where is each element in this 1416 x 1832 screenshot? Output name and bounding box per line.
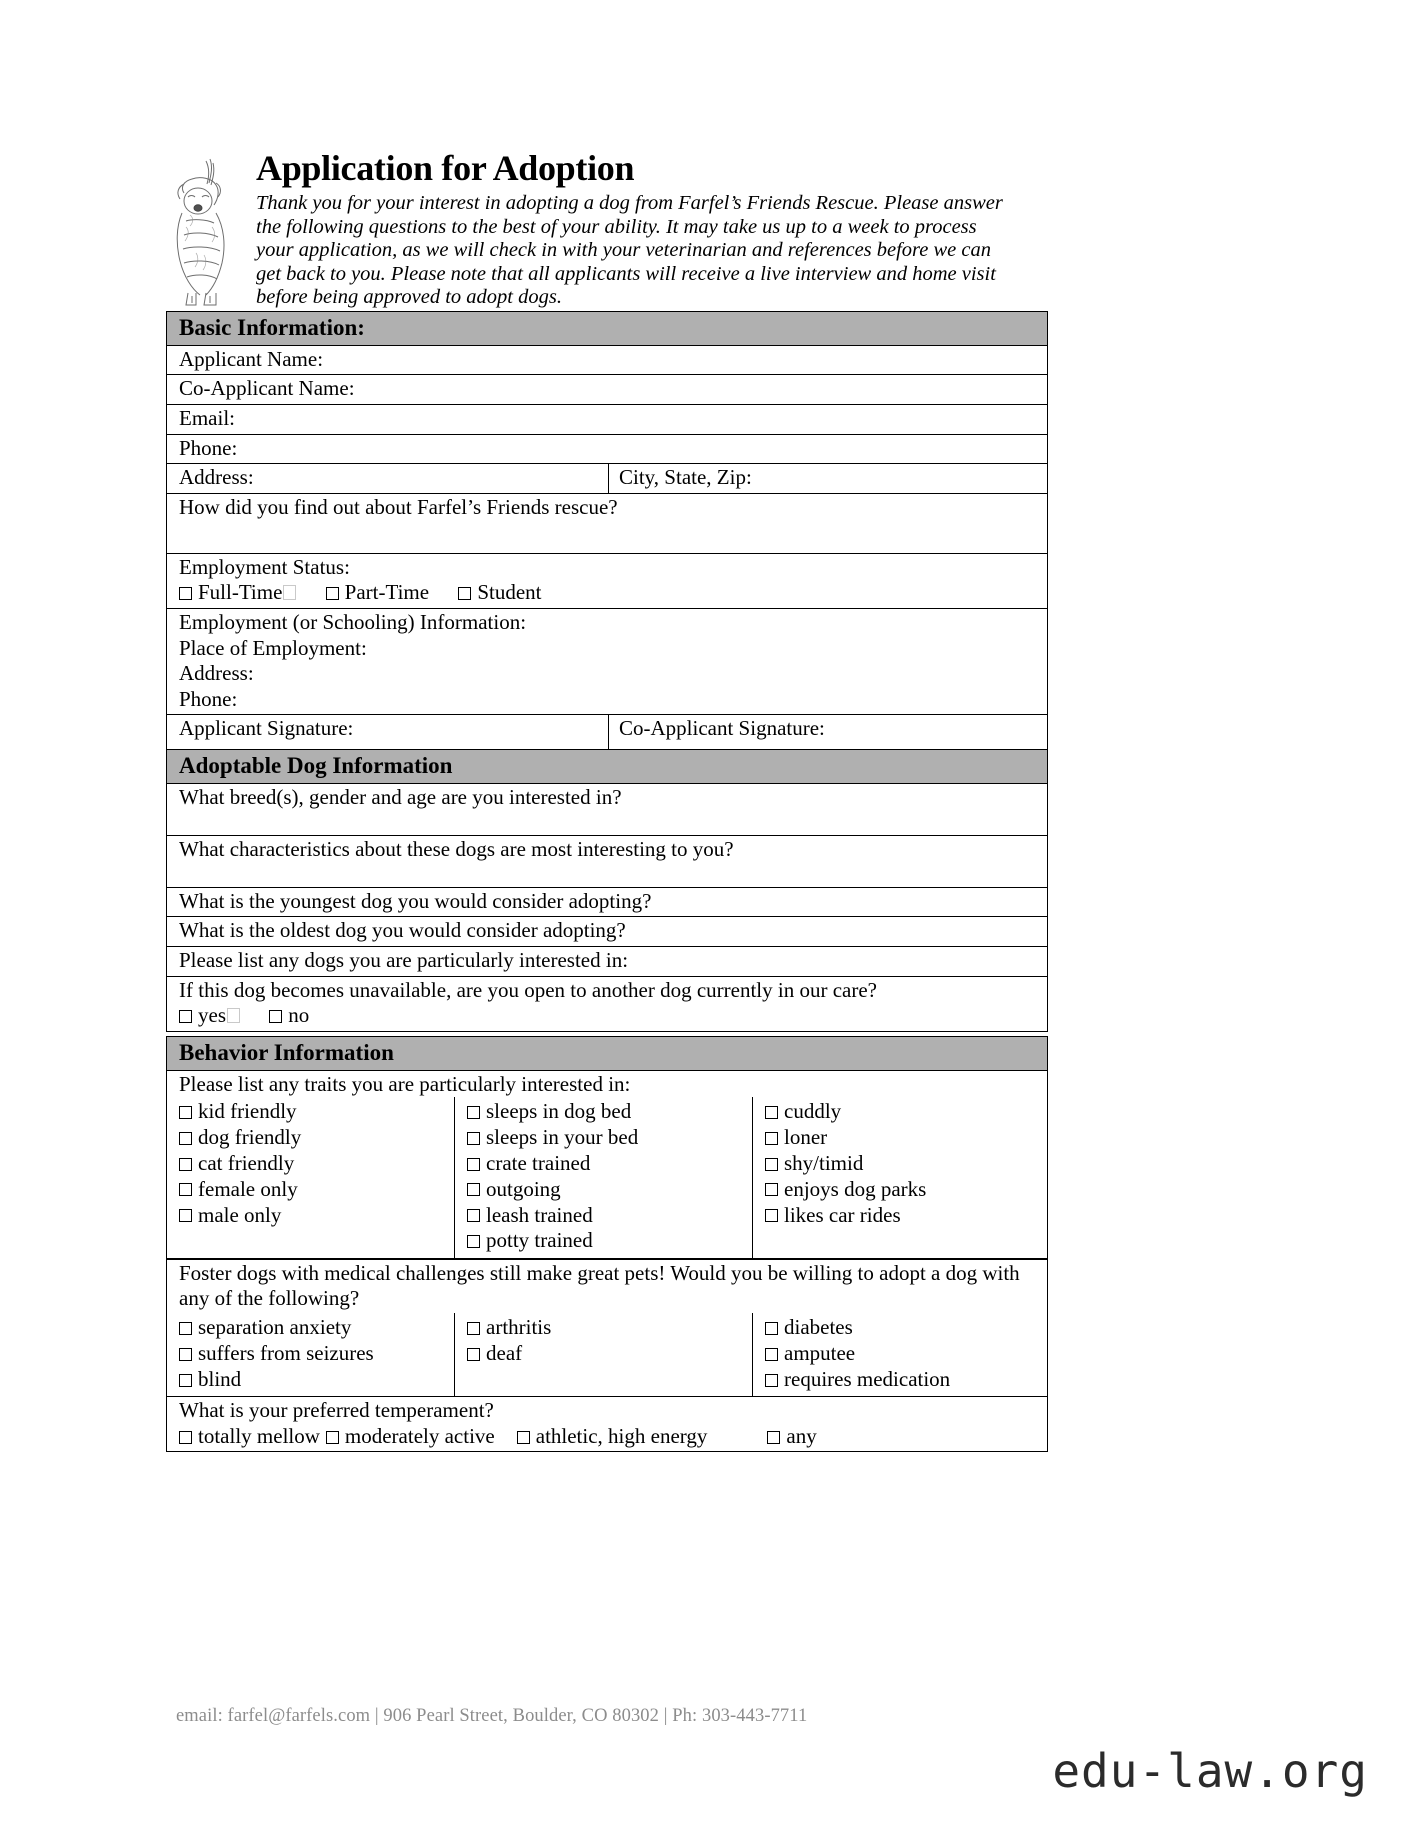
- field-label: Co-Applicant Name:: [179, 376, 355, 401]
- field-employer-phone: Phone:: [179, 686, 238, 711]
- checkbox-icon[interactable]: [467, 1348, 480, 1361]
- checkbox-option-dog-friendly[interactable]: [179, 1125, 454, 1151]
- medical-column-3: [753, 1313, 1047, 1396]
- field-label: What breed(s), gender and age are you interested in?: [179, 784, 622, 809]
- option-label: likes car rides: [784, 1202, 901, 1227]
- checkbox-icon[interactable]: [767, 1431, 780, 1444]
- option-label: cuddly: [784, 1099, 842, 1124]
- option-label: suffers from seizures: [198, 1341, 374, 1366]
- checkbox-icon[interactable]: [179, 1158, 192, 1171]
- header-text-block: [256, 150, 1056, 310]
- checkbox-icon[interactable]: [765, 1158, 778, 1171]
- field-email[interactable]: [167, 405, 1047, 435]
- option-label: potty trained: [486, 1228, 593, 1253]
- checkbox-option-moderately-active[interactable]: [326, 1424, 495, 1450]
- option-label: kid friendly: [198, 1099, 297, 1124]
- option-label: athletic, high energy: [535, 1423, 708, 1448]
- field-label: What is the youngest dog you would consider adopting?: [179, 888, 652, 913]
- intro-paragraph: Thank you for your interest in adopting a dog from Farfel’s Friends Rescue. Please answer the following questions to the best of your ability. It may take us up to a week to process your application, as we will check in with your veterinarian and references before we can get back to you. Please note that all applicants will receive a live interview and home visit before being approved to adopt dogs.: [256, 192, 1003, 309]
- option-label: any: [786, 1423, 817, 1448]
- field-label: Co-Applicant Signature:: [619, 716, 825, 741]
- checkbox-icon[interactable]: [179, 587, 192, 600]
- field-youngest-dog[interactable]: [167, 888, 1047, 918]
- field-applicant-name[interactable]: [167, 346, 1047, 376]
- temperament-label: What is your preferred temperament?: [179, 1398, 494, 1423]
- checkbox-option-diabetes[interactable]: [765, 1315, 1047, 1341]
- option-label: male only: [198, 1202, 282, 1227]
- option-label: shy/timid: [784, 1150, 864, 1175]
- checkbox-icon[interactable]: [765, 1183, 778, 1196]
- checkbox-option-athletic-high-energy[interactable]: [517, 1424, 708, 1450]
- checkbox-option-leash-trained[interactable]: [467, 1202, 752, 1228]
- checkbox-option-kid-friendly[interactable]: [179, 1099, 454, 1125]
- option-label: no: [288, 1003, 310, 1028]
- employment-status-label: Employment Status:: [179, 554, 350, 579]
- option-label: yes: [198, 1003, 226, 1028]
- medical-column-1: [167, 1313, 455, 1396]
- field-oldest-dog[interactable]: [167, 917, 1047, 947]
- medical-column-2: [455, 1313, 753, 1396]
- checkbox-option-female-only[interactable]: [179, 1176, 454, 1202]
- option-label: Student: [477, 580, 542, 605]
- checkbox-icon[interactable]: [179, 1348, 192, 1361]
- field-label: How did you find out about Farfel’s Friends rescue?: [179, 494, 618, 519]
- checkbox-icon[interactable]: [467, 1132, 480, 1145]
- checkbox-option-deaf[interactable]: [467, 1341, 752, 1367]
- checkbox-icon[interactable]: [179, 1209, 192, 1222]
- option-label: cat friendly: [198, 1150, 295, 1175]
- option-label: totally mellow: [198, 1423, 320, 1448]
- checkbox-icon[interactable]: [179, 1431, 192, 1444]
- checkbox-option-full-time[interactable]: [179, 580, 296, 606]
- option-label: sleeps in dog bed: [486, 1099, 632, 1124]
- option-label: arthritis: [486, 1315, 552, 1340]
- field-label: Phone:: [179, 435, 238, 460]
- adoptable-dog-information-section: [166, 749, 1048, 1032]
- option-label: diabetes: [784, 1315, 853, 1340]
- checkbox-icon[interactable]: [458, 587, 471, 600]
- checkbox-option-separation-anxiety[interactable]: [179, 1315, 454, 1341]
- checkbox-icon[interactable]: [765, 1106, 778, 1119]
- checkbox-ghost-icon: [283, 585, 296, 600]
- checkbox-icon[interactable]: [467, 1158, 480, 1171]
- employment-status-options: [179, 580, 1047, 606]
- option-label: Full-Time: [198, 580, 283, 605]
- checkbox-option-no[interactable]: [269, 1003, 309, 1029]
- option-label: deaf: [486, 1341, 523, 1366]
- field-label: Applicant Name:: [179, 346, 324, 371]
- option-label: outgoing: [486, 1176, 561, 1201]
- checkbox-option-sleeps-in-your-bed[interactable]: [467, 1125, 752, 1151]
- field-label: Applicant Signature:: [179, 716, 354, 741]
- checkbox-ghost-icon: [227, 1008, 240, 1023]
- shaggy-dog-illustration-icon: [166, 153, 248, 313]
- checkbox-option-likes-car-rides[interactable]: [765, 1202, 1047, 1228]
- employment-status-row: [167, 554, 1047, 609]
- behavior-information-section: [166, 1036, 1048, 1452]
- checkbox-option-enjoys-dog-parks[interactable]: [765, 1176, 1047, 1202]
- field-label: Address:: [179, 465, 254, 490]
- field-address[interactable]: [167, 464, 609, 493]
- medical-challenges-label: Foster dogs with medical challenges still make great pets! Would you be willing to adopt a dog with any of the following?: [179, 1260, 1020, 1310]
- checkbox-option-crate-trained[interactable]: [467, 1150, 752, 1176]
- page-title: Application for Adoption: [256, 148, 635, 188]
- watermark: edu-law.org: [1052, 1744, 1368, 1798]
- field-co-applicant-name[interactable]: [167, 375, 1047, 405]
- behavior-information-heading: Behavior Information: [167, 1037, 1047, 1071]
- checkbox-option-amputee[interactable]: [765, 1341, 1047, 1367]
- checkbox-icon[interactable]: [179, 1010, 192, 1023]
- field-breed-gender-age[interactable]: [167, 784, 1047, 836]
- basic-information-heading: Basic Information:: [167, 312, 1047, 346]
- checkbox-option-cuddly[interactable]: [765, 1099, 1047, 1125]
- field-place-of-employment: Place of Employment:: [179, 635, 367, 660]
- checkbox-icon[interactable]: [517, 1431, 530, 1444]
- medical-challenges-block: [167, 1259, 1047, 1397]
- checkbox-option-arthritis[interactable]: [467, 1315, 752, 1341]
- traits-column-1: [167, 1097, 455, 1258]
- checkbox-option-shy-timid[interactable]: [765, 1150, 1047, 1176]
- option-label: amputee: [784, 1341, 856, 1366]
- checkbox-option-male-only[interactable]: [179, 1202, 454, 1228]
- basic-information-section: [166, 311, 1048, 778]
- traits-checkbox-grid: [167, 1097, 1047, 1259]
- footer-contact-info: email: farfel@farfels.com | 906 Pearl Street, Boulder, CO 80302 | Ph: 303-443-7711: [176, 1706, 808, 1726]
- checkbox-option-outgoing[interactable]: [467, 1176, 752, 1202]
- checkbox-option-sleeps-in-dog-bed[interactable]: [467, 1099, 752, 1125]
- checkbox-icon[interactable]: [467, 1183, 480, 1196]
- checkbox-icon[interactable]: [269, 1010, 282, 1023]
- checkbox-option-blind[interactable]: [179, 1366, 454, 1392]
- checkbox-icon[interactable]: [765, 1209, 778, 1222]
- checkbox-icon[interactable]: [765, 1374, 778, 1387]
- checkbox-option-yes[interactable]: [179, 1003, 240, 1029]
- checkbox-icon[interactable]: [179, 1132, 192, 1145]
- open-to-another-dog-label: If this dog becomes unavailable, are you open to another dog currently in our care?: [179, 977, 877, 1002]
- checkbox-option-suffers-from-seizures[interactable]: [179, 1341, 454, 1367]
- adoptable-dog-heading: Adoptable Dog Information: [167, 750, 1047, 784]
- temperament-options: [179, 1424, 1047, 1450]
- field-city-state-zip[interactable]: [609, 464, 1047, 493]
- temperament-row: [167, 1396, 1047, 1451]
- checkbox-option-cat-friendly[interactable]: [179, 1150, 454, 1176]
- checkbox-icon[interactable]: [467, 1106, 480, 1119]
- traits-column-3: [753, 1097, 1047, 1258]
- checkbox-option-part-time[interactable]: [326, 580, 429, 606]
- option-label: enjoys dog parks: [784, 1176, 927, 1201]
- field-label: What is the oldest dog you would consider adopting?: [179, 918, 626, 943]
- checkbox-icon[interactable]: [179, 1106, 192, 1119]
- option-label: moderately active: [344, 1423, 495, 1448]
- option-label: dog friendly: [198, 1125, 302, 1150]
- option-label: female only: [198, 1176, 298, 1201]
- option-label: crate trained: [486, 1150, 591, 1175]
- field-dogs-of-interest[interactable]: [167, 947, 1047, 977]
- open-to-another-dog-row: [167, 977, 1047, 1031]
- checkbox-option-potty-trained[interactable]: [467, 1228, 752, 1254]
- field-label: Please list any dogs you are particularly interested in:: [179, 947, 629, 972]
- field-label: City, State, Zip:: [619, 465, 752, 490]
- checkbox-icon[interactable]: [467, 1322, 480, 1335]
- option-label: blind: [198, 1366, 242, 1391]
- checkbox-icon[interactable]: [326, 1431, 339, 1444]
- field-phone[interactable]: [167, 435, 1047, 465]
- address-row: [167, 464, 1047, 494]
- checkbox-icon[interactable]: [179, 1183, 192, 1196]
- field-referral-source[interactable]: [167, 494, 1047, 554]
- checkbox-icon[interactable]: [179, 1374, 192, 1387]
- option-label: leash trained: [486, 1202, 593, 1227]
- option-label: requires medication: [784, 1366, 951, 1391]
- checkbox-icon[interactable]: [765, 1322, 778, 1335]
- field-employer-address: Address:: [179, 661, 254, 686]
- checkbox-icon[interactable]: [326, 587, 339, 600]
- option-label: sleeps in your bed: [486, 1125, 639, 1150]
- medical-checkbox-grid: [167, 1313, 1047, 1396]
- traits-column-2: [455, 1097, 753, 1258]
- option-label: loner: [784, 1125, 828, 1150]
- checkbox-option-requires-medication[interactable]: [765, 1366, 1047, 1392]
- field-characteristics[interactable]: [167, 836, 1047, 888]
- checkbox-icon[interactable]: [765, 1348, 778, 1361]
- checkbox-icon[interactable]: [467, 1235, 480, 1248]
- checkbox-icon[interactable]: [765, 1132, 778, 1145]
- field-label: Email:: [179, 405, 235, 430]
- option-label: Part-Time: [344, 580, 430, 605]
- checkbox-option-loner[interactable]: [765, 1125, 1047, 1151]
- employment-information-block[interactable]: [167, 609, 1047, 715]
- checkbox-option-student[interactable]: [458, 580, 541, 606]
- employment-info-label: Employment (or Schooling) Information:: [179, 610, 527, 635]
- checkbox-option-totally-mellow[interactable]: [179, 1424, 320, 1450]
- document-header: [166, 150, 1056, 313]
- option-label: separation anxiety: [198, 1315, 352, 1340]
- checkbox-icon[interactable]: [179, 1322, 192, 1335]
- traits-label: Please list any traits you are particularly interested in:: [179, 1071, 631, 1096]
- checkbox-icon[interactable]: [467, 1209, 480, 1222]
- open-to-another-dog-options: [179, 1003, 1047, 1029]
- field-label: What characteristics about these dogs are most interesting to you?: [179, 836, 734, 861]
- checkbox-option-any[interactable]: [767, 1424, 816, 1450]
